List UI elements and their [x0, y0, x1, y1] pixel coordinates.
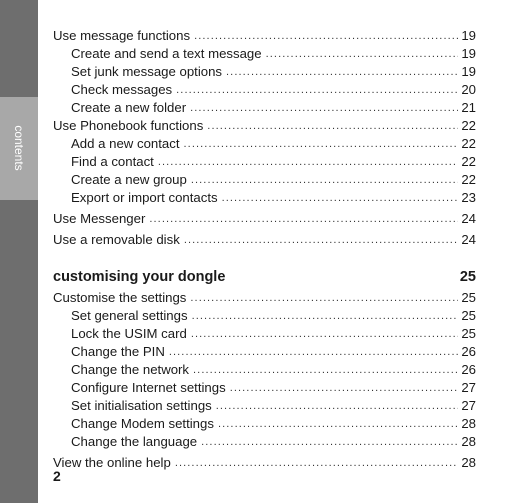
toc-leader-dots [216, 397, 459, 415]
toc-leader-dots [222, 189, 459, 207]
toc-leader-dots [190, 289, 458, 307]
toc-entry-page: 28 [461, 434, 476, 449]
toc-entry-page: 22 [461, 136, 476, 151]
toc-entry[interactable] [53, 231, 476, 249]
toc-subentry[interactable] [53, 171, 476, 189]
toc-entry-page: 28 [461, 416, 476, 431]
section-heading[interactable] [53, 267, 476, 287]
toc-leader-dots [230, 379, 459, 397]
toc-leader-dots [169, 343, 458, 361]
toc-entry-page: 28 [461, 455, 476, 470]
toc-entry-page: 25 [461, 326, 476, 341]
toc-leader-dots [192, 307, 459, 325]
toc-subentry[interactable] [53, 189, 476, 207]
toc-entry-title: Set junk message options [71, 64, 223, 79]
toc-entry[interactable] [53, 210, 476, 228]
section-page: 25 [459, 269, 476, 285]
toc-leader-dots [184, 231, 459, 249]
toc-leader-dots [175, 454, 459, 472]
toc-subentry[interactable] [53, 135, 476, 153]
section-title: customising your dongle [53, 269, 226, 285]
toc-subentry[interactable] [53, 81, 476, 99]
toc-subentry[interactable] [53, 433, 476, 451]
toc-entry-page: 24 [461, 232, 476, 247]
toc-entry[interactable] [53, 117, 476, 135]
toc-entry-title: Export or import contacts [71, 190, 218, 205]
toc-subentry[interactable] [53, 325, 476, 343]
toc-leader-dots [207, 117, 458, 135]
page-number: 2 [53, 468, 61, 484]
toc-entry-title: Use message functions [53, 28, 191, 43]
toc-subentry[interactable] [53, 63, 476, 81]
toc-entry-page: 24 [461, 211, 476, 226]
toc-entry-title: Change the PIN [71, 344, 165, 359]
toc-entry-page: 22 [461, 154, 476, 169]
toc-entry-page: 26 [461, 344, 476, 359]
toc-entry-title: Find a contact [71, 154, 154, 169]
toc-entry-page: 22 [461, 118, 476, 133]
toc-entry-title: Change the language [71, 434, 198, 449]
toc-entry-page: 21 [461, 100, 476, 115]
toc-entry-title: Add a new contact [71, 136, 180, 151]
toc-leader-dots [201, 433, 458, 451]
toc-entry-title: Create a new group [71, 172, 187, 187]
toc-entry-title: Create a new folder [71, 100, 187, 115]
toc-subentry[interactable] [53, 99, 476, 117]
toc-entry-page: 25 [461, 290, 476, 305]
toc-entry[interactable] [53, 454, 476, 472]
table-of-contents [53, 27, 476, 472]
toc-entry-title: Set initialisation settings [71, 398, 212, 413]
toc-subentry[interactable] [53, 397, 476, 415]
toc-entry-page: 19 [461, 28, 476, 43]
toc-entry-page: 27 [461, 380, 476, 395]
toc-leader-dots [176, 81, 458, 99]
toc-entry-title: Configure Internet settings [71, 380, 226, 395]
toc-entry-title: Customise the settings [53, 290, 187, 305]
toc-entry-page: 22 [461, 172, 476, 187]
toc-subentry[interactable] [53, 45, 476, 63]
sidebar-tab [0, 0, 38, 503]
toc-entry-title: Check messages [71, 82, 173, 97]
toc-entry-title: Use Messenger [53, 211, 146, 226]
toc-leader-dots [158, 153, 458, 171]
toc-entry-title: Change the network [71, 362, 190, 377]
toc-subentry[interactable] [53, 379, 476, 397]
toc-entry-title: Use a removable disk [53, 232, 180, 247]
toc-leader-dots [190, 99, 458, 117]
toc-entry-title: Use Phonebook functions [53, 118, 204, 133]
toc-subentry[interactable] [53, 153, 476, 171]
toc-entry-page: 20 [461, 82, 476, 97]
toc-leader-dots [191, 325, 459, 343]
toc-entry-page: 26 [461, 362, 476, 377]
toc-leader-dots [184, 135, 459, 153]
toc-entry-title: Lock the USIM card [71, 326, 187, 341]
toc-leader-dots [218, 415, 458, 433]
toc-subentry[interactable] [53, 361, 476, 379]
toc-subentry[interactable] [53, 415, 476, 433]
toc-entry-title: Set general settings [71, 308, 188, 323]
toc-entry-title: Create and send a text message [71, 46, 262, 61]
toc-leader-dots [266, 45, 459, 63]
toc-entry[interactable] [53, 27, 476, 45]
toc-entry-page: 23 [461, 190, 476, 205]
toc-leader-dots [149, 210, 458, 228]
toc-leader-dots [191, 171, 458, 189]
spacer [53, 249, 476, 267]
toc-entry-title: Change Modem settings [71, 416, 214, 431]
toc-subentry[interactable] [53, 307, 476, 325]
toc-leader-dots [193, 361, 458, 379]
toc-entry-page: 19 [461, 46, 476, 61]
toc-entry-page: 25 [461, 308, 476, 323]
toc-subentry[interactable] [53, 343, 476, 361]
toc-entry[interactable] [53, 289, 476, 307]
sidebar-tab-label: contents [12, 125, 26, 171]
toc-leader-dots [226, 63, 458, 81]
toc-entry-title: View the online help [53, 455, 171, 470]
toc-entry-page: 19 [461, 64, 476, 79]
toc-entry-page: 27 [461, 398, 476, 413]
toc-leader-dots [194, 27, 458, 45]
